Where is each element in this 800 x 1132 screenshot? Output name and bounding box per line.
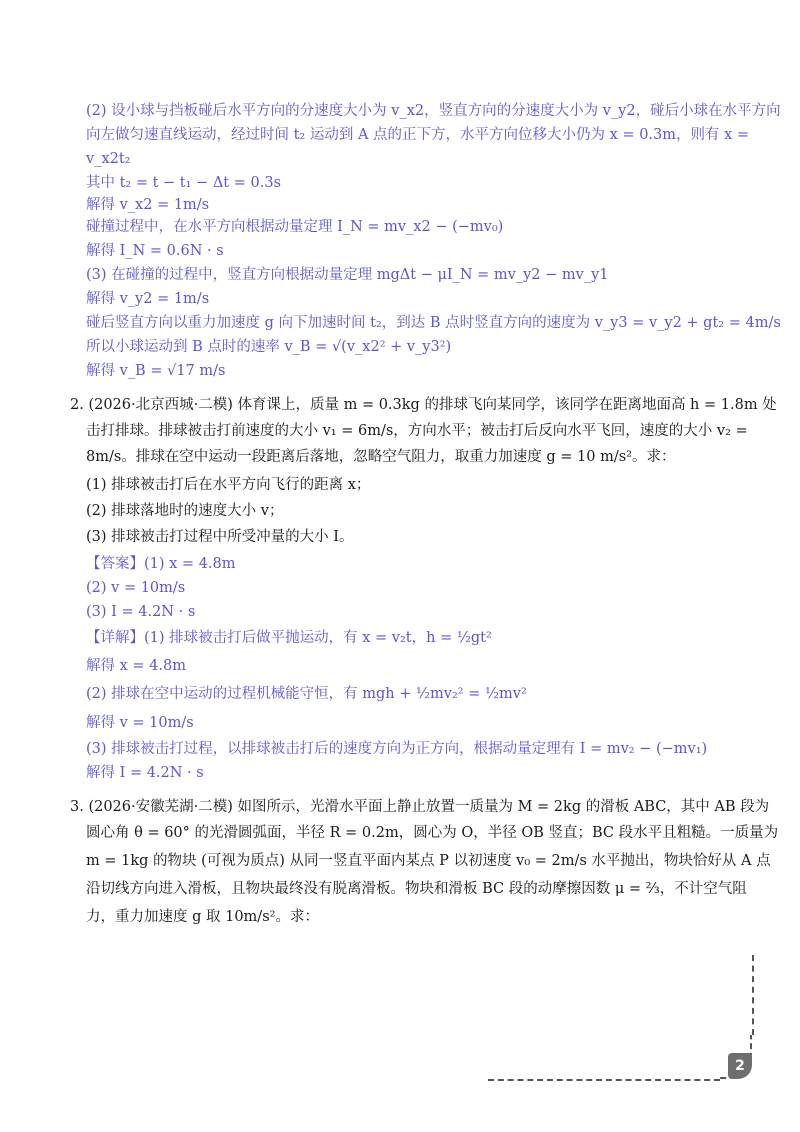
question-line: 2. (2026·北京西城·二模) 体育课上，质量 m = 0.3kg 的排球飞向某同学，该同学在距离地面高 h = 1.8m 处 bbox=[70, 397, 777, 413]
solution-line: 解得 v = 10m/s bbox=[86, 715, 194, 731]
question-line: 沿切线方向进入滑板，且物块最终没有脱离滑板。物块和滑板 BC 段的动摩擦因数 μ = ⅔，不计空气阻 bbox=[86, 881, 747, 897]
solution-line: (2) v = 10m/s bbox=[86, 580, 186, 596]
solution-line: 解得 x = 4.8m bbox=[86, 658, 186, 674]
solution-line: 【答案】(1) x = 4.8m bbox=[86, 556, 236, 572]
solution-line: 碰后竖直方向以重力加速度 g 向下加速时间 t₂，到达 B 点时竖直方向的速度为 v_y3 = v_y2 + gt₂ = 4m/s bbox=[86, 315, 781, 331]
question-line: 力，重力加速度 g 取 10m/s²。求： bbox=[86, 909, 319, 925]
question-line: (1) 排球被击打后在水平方向飞行的距离 x； bbox=[86, 477, 371, 493]
solution-line: (3) I = 4.2N · s bbox=[86, 604, 196, 620]
question-line: (3) 排球被击打过程中所受冲量的大小 I。 bbox=[86, 529, 354, 545]
solution-line: 其中 t₂ = t − t₁ − Δt = 0.3s bbox=[86, 175, 281, 191]
question-line: 8m/s。排球在空中运动一段距离后落地，忽略空气阻力，取重力加速度 g = 10 m/s²。求： bbox=[86, 449, 676, 465]
solution-line: 所以小球运动到 B 点时的速率 v_B = √(v_x2² + v_y3²) bbox=[86, 339, 452, 355]
question-line: 3. (2026·安徽芜湖·二模) 如图所示，光滑水平面上静止放置一质量为 M = 2kg 的滑板 ABC，其中 AB 段为 bbox=[70, 799, 770, 815]
question-line: (2) 排球落地时的速度大小 v； bbox=[86, 503, 284, 519]
solution-line: v_x2t₂ bbox=[86, 151, 131, 167]
solution-line: 解得 I = 4.2N · s bbox=[86, 765, 204, 781]
question-line: 圆心角 θ = 60° 的光滑圆弧面，半径 R = 0.2m，圆心为 O，半径 OB 竖直；BC 段水平且粗糙。一质量为 bbox=[86, 825, 779, 841]
page-corner-dashed-vertical bbox=[752, 955, 754, 1035]
question-line: m = 1kg 的物块 (可视为质点) 从同一竖直平面内某点 P 以初速度 v₀ = 2m/s 水平抛出，物块恰好从 A 点 bbox=[86, 853, 771, 869]
solution-line: (2) 排球在空中运动的过程机械能守恒，有 mgh + ½mv₂² = ½mv² bbox=[86, 686, 527, 702]
solution-line: 解得 v_x2 = 1m/s bbox=[86, 197, 210, 213]
question-line: 击打排球。排球被击打前速度的大小 v₁ = 6m/s，方向水平；被击打后反向水平飞回，速度的大小 v₂ = bbox=[86, 423, 748, 439]
solution-line: 碰撞过程中，在水平方向根据动量定理 I_N = mv_x2 − (−mv₀) bbox=[86, 219, 504, 235]
solution-line: (3) 排球被击打过程，以排球被击打后的速度方向为正方向，根据动量定理有 I = mv₂ − (−mv₁) bbox=[86, 741, 708, 757]
solution-line: 解得 v_B = √17 m/s bbox=[86, 363, 226, 379]
page-corner-dashed-horizontal bbox=[488, 1079, 720, 1081]
solution-line: (3) 在碰撞的过程中，竖直方向根据动量定理 mgΔt − μI_N = mv_y2 − mv_y1 bbox=[86, 267, 609, 283]
solution-line: 解得 I_N = 0.6N · s bbox=[86, 243, 224, 259]
solution-line: 解得 v_y2 = 1m/s bbox=[86, 291, 210, 307]
solution-line: 【详解】(1) 排球被击打后做平抛运动，有 x = v₂t，h = ½gt² bbox=[86, 630, 492, 646]
solution-line: (2) 设小球与挡板碰后水平方向的分速度大小为 v_x2，竖直方向的分速度大小为 v_y2，碰后小球在水平方向 bbox=[86, 103, 781, 119]
solution-line: 向左做匀速直线运动，经过时间 t₂ 运动到 A 点的正下方，水平方向位移大小仍为 x = 0.3m，则有 x = bbox=[86, 127, 750, 143]
page-number: 2 bbox=[728, 1053, 752, 1079]
